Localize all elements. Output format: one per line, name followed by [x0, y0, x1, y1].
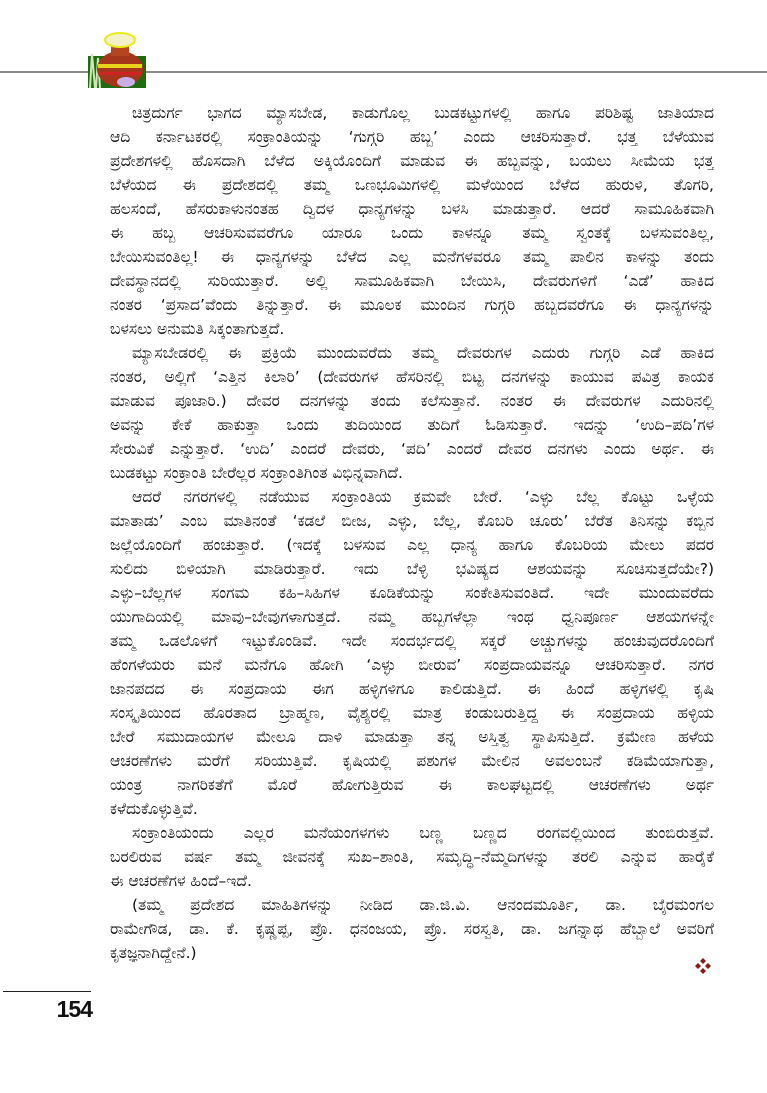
- text-line: ಯಂತ್ರ ನಾಗರಿಕತೆಗೆ ಮೊರೆ ಹೋಗುತ್ತಿರುವ ಈ ಕಾಲಘಟ್ಟದಲ್ಲಿ ಆಚರಣೆಗಳು ಅರ್ಥ: [110, 776, 714, 794]
- text-line: ಈ ಹಬ್ಬ ಆಚರಿಸುವವರೆಗೂ ಯಾರೂ ಒಂದು ಕಾಳನ್ನೂ ತಮ್ಮ ಸ್ವಂತಕ್ಕೆ ಬಳಸುವಂತಿಲ್ಲ,: [110, 224, 714, 242]
- text-line: ಮ್ಯಾಸಬೇಡರಲ್ಲಿ ಈ ಪ್ರಕ್ರಿಯೆ ಮುಂದುವರೆದು ತಮ್ಮ ದೇವರುಗಳ ಎದುರು ಗುಗ್ಗರಿ ಎಡೆ ಹಾಕಿದ: [132, 344, 714, 362]
- sankranti-pot-icon: [86, 24, 148, 88]
- text-line: ಯುಗಾದಿಯಲ್ಲಿ ಮಾವು–ಬೇವುಗಳಾಗುತ್ತದೆ. ನಮ್ಮ ಹಬ್ಬಗಳೆಲ್ಲಾ ಇಂಥ ಧ್ವನಿಪೂರ್ಣ ಆಶಯಗಳನ್ನೇ: [110, 608, 714, 626]
- text-line: ಬುಡಕಟ್ಟು ಸಂಕ್ರಾಂತಿ ಬೇರೆಲ್ಲರ ಸಂಕ್ರಾಂತಿಗಿಂತ ವಿಭಿನ್ನವಾಗಿದೆ.: [110, 464, 403, 482]
- text-line: ಮಾಡುವ ಪೂಜಾರಿ.) ದೇವರ ದನಗಳನ್ನು ತಂದು ಕಲೆಸುತ್ತಾನೆ. ನಂತರ ಈ ದೇವರುಗಳ ಎದುರಿನಲ್ಲಿ: [110, 392, 714, 410]
- text-line: (ತಮ್ಮ ಪ್ರದೇಶದ ಮಾಹಿತಿಗಳನ್ನು ನೀಡಿದ ಡಾ.ಜಿ.ವಿ. ಆನಂದಮೂರ್ತಿ, ಡಾ. ಬೈರಮಂಗಲ: [132, 896, 714, 914]
- text-line: ಸುಲಿದು ಬಿಳಿಯಾಗಿ ಮಾಡಿರುತ್ತಾರೆ. ಇದು ಬೆಳ್ಳಿ ಭವಿಷ್ಯದ ಆಶಯವನ್ನು ಸೂಚಿಸುತ್ತದೆಯೇ?): [110, 560, 714, 578]
- text-line: ಜಾನಪದದ ಈ ಸಂಪ್ರದಾಯ ಈಗ ಹಳ್ಳಿಗಳಿಗೂ ಕಾಲಿಡುತ್ತಿದೆ. ಈ ಹಿಂದೆ ಹಳ್ಳಿಗಳಲ್ಲಿ ಕೃಷಿ: [110, 680, 714, 698]
- text-line: ಆದರೆ ನಗರಗಳಲ್ಲಿ ನಡೆಯುವ ಸಂಕ್ರಾಂತಿಯ ಕ್ರಮವೇ ಬೇರೆ. ‘ಎಳ್ಳು ಬೆಲ್ಲ ಕೊಟ್ಟು ಒಳ್ಳೆಯ: [132, 488, 714, 506]
- text-line: ಹಲಸಂದೆ, ಹೆಸರುಕಾಳುನಂತಹ ದ್ವಿದಳ ಧಾನ್ಯಗಳನ್ನು ಬಳಸಿ ಮಾಡುತ್ತಾರೆ. ಆದರೆ ಸಾಮೂಹಿಕವಾಗಿ: [110, 200, 714, 218]
- text-line: ಚಿತ್ರದುರ್ಗ ಭಾಗದ ಮ್ಯಾಸಬೇಡ, ಕಾಡುಗೊಲ್ಲ ಬುಡಕಟ್ಟುಗಳಲ್ಲಿ ಹಾಗೂ ಪರಿಶಿಷ್ಟ ಜಾತಿಯಾದ: [132, 104, 714, 122]
- text-line: ಜಲ್ಲೆಯೊಂದಿಗೆ ಹಂಚುತ್ತಾರೆ. (ಇದಕ್ಕೆ ಬಳಸುವ ಎಲ್ಲ ಧಾನ್ಯ ಹಾಗೂ ಕೊಬರಿಯ ಮೇಲು ಪದರ: [110, 536, 714, 554]
- text-line: ತಮ್ಮ ಒಡಲೊಳಗೆ ಇಟ್ಟುಕೊಂಡಿವೆ. ಇದೇ ಸಂದರ್ಭದಲ್ಲಿ ಸಕ್ಕರೆ ಅಚ್ಚುಗಳನ್ನು ಹಂಚುವುದರೊಂದಿಗೆ: [110, 632, 714, 650]
- paragraph: [110, 101, 714, 341]
- text-line: ಆದಿ ಕರ್ನಾಟಕರಲ್ಲಿ ಸಂಕ್ರಾಂತಿಯನ್ನು ‘ಗುಗ್ಗರಿ ಹಬ್ಬ’ ಎಂದು ಆಚರಿಸುತ್ತಾರೆ. ಭತ್ತ ಬೆಳೆಯುವ: [110, 128, 714, 146]
- text-line: ಸಂಕ್ರಾಂತಿಯಂದು ಎಲ್ಲರ ಮನೆಯಂಗಳಗಳು ಬಣ್ಣ ಬಣ್ಣದ ರಂಗವಲ್ಲಿಯಿಂದ ತುಂಬಿರುತ್ತವೆ.: [132, 824, 714, 842]
- text-line: ಆಚರಣೆಗಳು ಮರೆಗೆ ಸರಿಯುತ್ತಿವೆ. ಕೃಷಿಯಲ್ಲಿ ಪಶುಗಳ ಮೇಲಿನ ಅವಲಂಬನೆ ಕಡಿಮೆಯಾಗುತ್ತಾ,: [110, 752, 714, 770]
- four-diamond-ornament-icon: [695, 958, 711, 974]
- text-line: ಬೆಳೆಯದ ಈ ಪ್ರದೇಶದಲ್ಲಿ ತಮ್ಮ ಒಣಭೂಮಿಗಳಲ್ಲಿ ಮಳೆಯಿಂದ ಬೆಳೆದ ಹುರುಳಿ, ತೊಗರಿ,: [110, 176, 714, 194]
- text-line: ರಾಮೇಗೌಡ, ಡಾ. ಕೆ. ಕೃಷ್ಣಪ್ಪ, ಪ್ರೊ. ಧನಂಜಯ, ಪ್ರೊ. ಸರಸ್ವತಿ, ಡಾ. ಜಗನ್ನಾಥ ಹೆಬ್ಬಾಲೆ ಅವರಿಗೆ: [110, 920, 714, 938]
- text-line: ಬೇಯಿಸುವಂತಿಲ್ಲ! ಈ ಧಾನ್ಯಗಳನ್ನು ಬೆಳೆದ ಎಲ್ಲ ಮನೆಗಳವರೂ ತಮ್ಮ ಪಾಲಿನ ಕಾಳನ್ನು ತಂದು: [110, 248, 714, 266]
- text-line: ಸೇರುವಿಕೆ ಎನ್ನುತ್ತಾರೆ. ‘ಉದಿ’ ಎಂದರೆ ದೇವರು, ‘ಪದಿ’ ಎಂದರೆ ದೇವರ ದನಗಳು ಎಂದು ಅರ್ಥ. ಈ: [110, 440, 714, 458]
- article-body: [110, 101, 714, 965]
- footer-rule: [3, 991, 91, 992]
- text-line: ನಂತರ, ಅಲ್ಲಿಗೆ ‘ಎತ್ತಿನ ಕಿಲಾರಿ’ (ದೇವರುಗಳ ಹೆಸರಿನಲ್ಲಿ ಬಿಟ್ಟ ದನಗಳನ್ನು ಕಾಯುವ ಪವಿತ್ರ ಕಾಯಕ: [110, 368, 714, 386]
- page-number: 154: [56, 996, 92, 1022]
- paragraph: [110, 893, 714, 965]
- text-line: ಮಾತಾಡು’ ಎಂಬ ಮಾತಿನಂತೆ ‘ಕಡಲೆ ಬೀಜ, ಎಳ್ಳು, ಬೆಲ್ಲ, ಕೊಬರಿ ಚೂರು’ ಬೆರೆತ ತಿನಿಸನ್ನು ಕಬ್ಬಿನ: [110, 512, 714, 530]
- paragraph: [110, 821, 714, 893]
- paragraph: [110, 341, 714, 485]
- text-line: ನಂತರ ‘ಪ್ರಸಾದ’ವೆಂದು ತಿನ್ನುತ್ತಾರೆ. ಈ ಮೂಲಕ ಮುಂದಿನ ಗುಗ್ಗರಿ ಹಬ್ಬದವರೆಗೂ ಈ ಧಾನ್ಯಗಳನ್ನು: [110, 296, 714, 314]
- text-line: ಕಳೆದುಕೊಳ್ಳುತ್ತಿವೆ.: [110, 800, 198, 818]
- text-line: ಹೆಂಗಳೆಯರು ಮನೆ ಮನೆಗೂ ಹೋಗಿ ‘ಎಳ್ಳು ಬೀರುವ’ ಸಂಪ್ರದಾಯವನ್ನೂ ಆಚರಿಸುತ್ತಾರೆ. ನಗರ: [110, 656, 714, 674]
- text-line: ಬೇರೆ ಸಮುದಾಯಗಳ ಮೇಲೂ ದಾಳಿ ಮಾಡುತ್ತಾ ತನ್ನ ಅಸ್ತಿತ್ವ ಸ್ಥಾಪಿಸುತ್ತಿದೆ. ಕ್ರಮೇಣ ಹಳೆಯ: [110, 728, 714, 746]
- text-line: ಕೃತಜ್ಞನಾಗಿದ್ದೇನೆ.): [110, 944, 197, 962]
- text-line: ಎಳ್ಳು–ಬೆಲ್ಲಗಳ ಸಂಗಮ ಕಹಿ–ಸಿಹಿಗಳ ಕೂಡಿಕೆಯನ್ನು ಸಂಕೇತಿಸುವಂತಿದೆ. ಇದೇ ಮುಂದುವರೆದು: [110, 584, 714, 602]
- text-line: ಈ ಆಚರಣೆಗಳ ಹಿಂದೆ–ಇದೆ.: [110, 872, 252, 890]
- text-line: ದೇವಸ್ಥಾನದಲ್ಲಿ ಸುರಿಯುತ್ತಾರೆ. ಅಲ್ಲಿ ಸಾಮೂಹಿಕವಾಗಿ ಬೇಯಿಸಿ, ದೇವರುಗಳಿಗೆ ‘ಎಡೆ’ ಹಾಕಿದ: [110, 272, 714, 290]
- text-line: ಸಂಸ್ಕೃತಿಯಿಂದ ಹೊರತಾದ ಬ್ರಾಹ್ಮಣ, ವೈಶ್ಯರಲ್ಲಿ ಮಾತ್ರ ಕಂಡುಬರುತ್ತಿದ್ದ ಈ ಸಂಪ್ರದಾಯ ಹಳ್ಳಿಯ: [110, 704, 714, 722]
- text-line: ಬಳಸಲು ಅನುಮತಿ ಸಿಕ್ಕಂತಾಗುತ್ತದೆ.: [110, 320, 285, 338]
- text-line: ಬರಲಿರುವ ವರ್ಷ ತಮ್ಮ ಜೀವನಕ್ಕೆ ಸುಖ–ಶಾಂತಿ, ಸಮೃದ್ಧಿ–ನೆಮ್ಮದಿಗಳನ್ನು ತರಲಿ ಎನ್ನುವ ಹಾರೈಕೆ: [110, 848, 714, 866]
- paragraph: [110, 485, 714, 821]
- text-line: ಪ್ರದೇಶಗಳಲ್ಲಿ ಹೊಸದಾಗಿ ಬೆಳೆದ ಅಕ್ಕಿಯೊಂದಿಗೆ ಮಾಡುವ ಈ ಹಬ್ಬವನ್ನು, ಬಯಲು ಸೀಮೆಯ ಭತ್ತ: [110, 152, 714, 170]
- text-line: ಅವನ್ನು ಕೇಕೆ ಹಾಕುತ್ತಾ ಒಂದು ತುದಿಯಿಂದ ತುದಿಗೆ ಓಡಿಸುತ್ತಾರೆ. ಇದನ್ನು ‘ಉದಿ–ಪದಿ’ಗಳ: [110, 416, 714, 434]
